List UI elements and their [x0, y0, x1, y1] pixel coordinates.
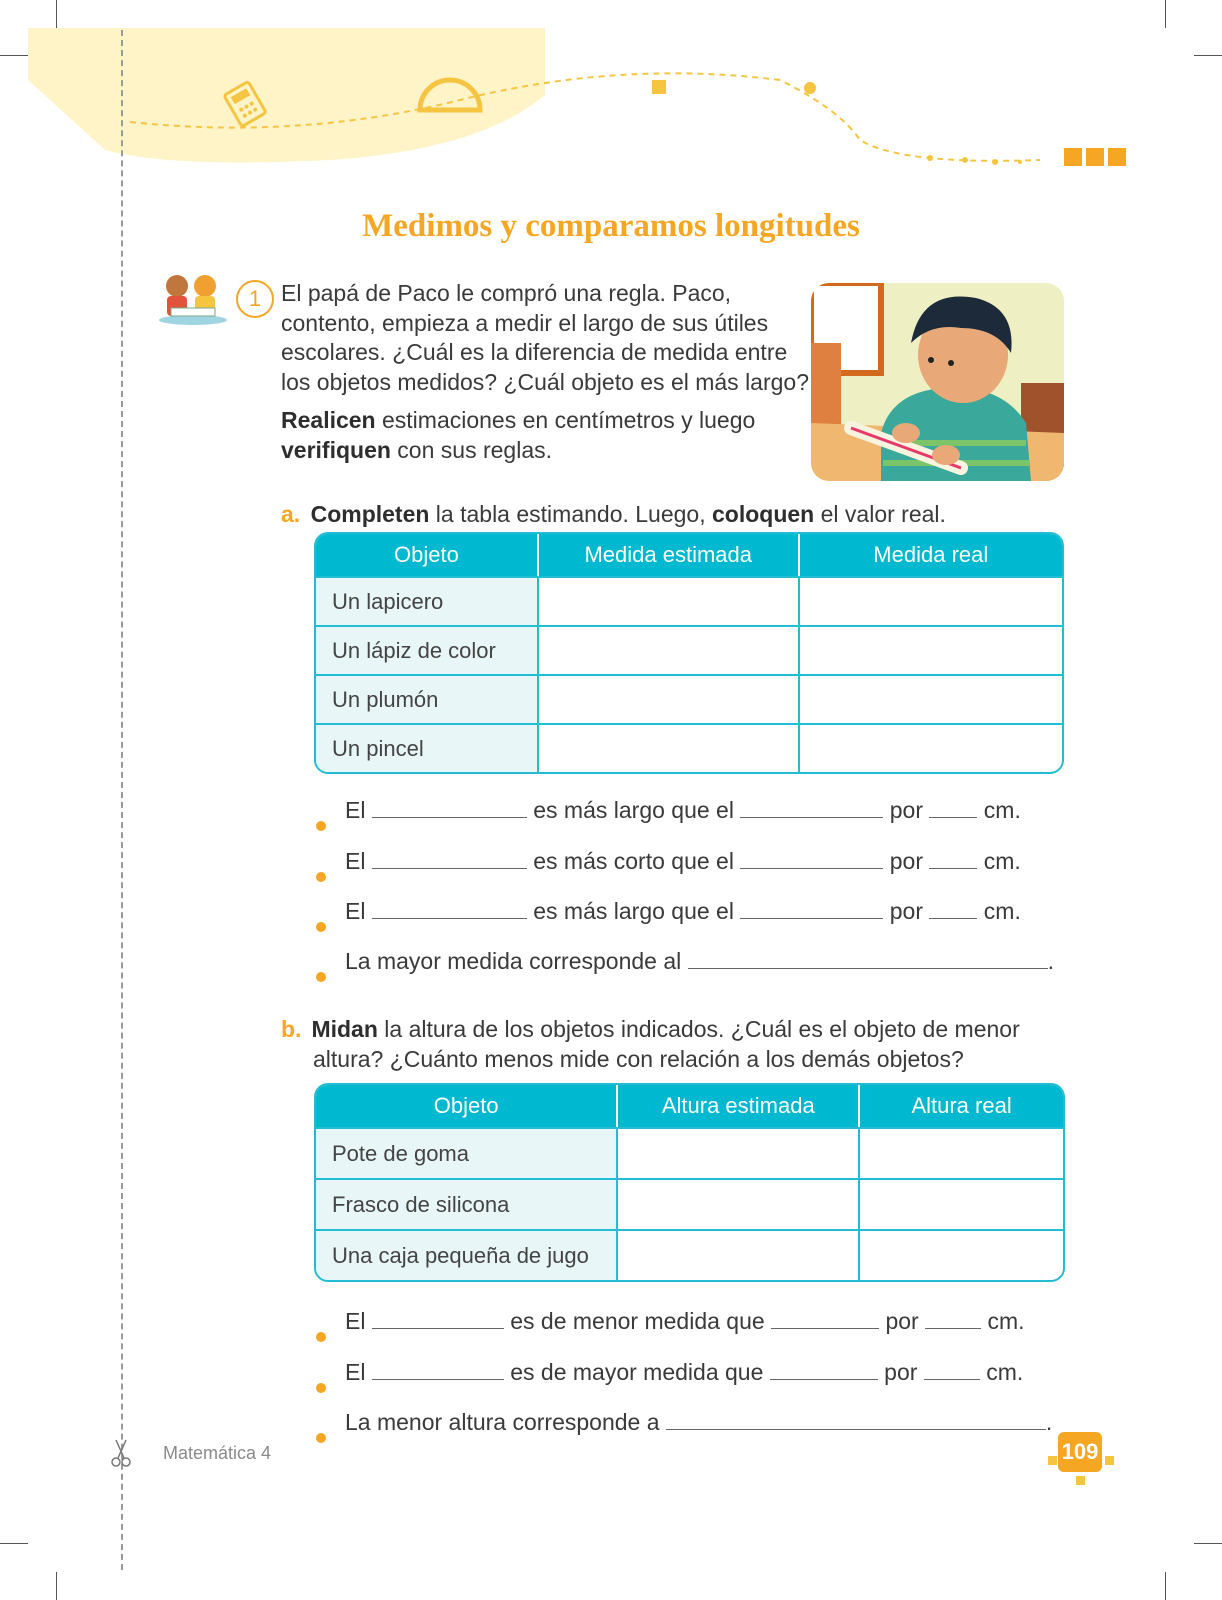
answer-blank[interactable] [770, 1375, 878, 1380]
sentence-text: es más corto que el [533, 848, 734, 874]
measurement-table-b [314, 1083, 1065, 1282]
answer-blank[interactable] [740, 914, 883, 919]
sentence-text: por [889, 797, 923, 823]
estimate-cell[interactable] [537, 625, 798, 674]
instruction-text: estimaciones en centímetros y luego [375, 407, 756, 433]
comparison-sentence [345, 898, 1021, 925]
comparison-sentence [345, 848, 1021, 875]
sentence-text: por [889, 848, 923, 874]
column-header: Medida real [798, 534, 1062, 576]
measurement-table-a [314, 532, 1064, 774]
bullet-icon [316, 1383, 326, 1393]
page-title: Medimos y comparamos longitudes [362, 208, 860, 244]
part-b-letter: b. [281, 1016, 302, 1042]
comparison-sentence [345, 1308, 1025, 1335]
instruction-verb: verifiquen [281, 436, 391, 463]
cut-line [121, 30, 123, 1570]
comparison-sentence [345, 797, 1021, 824]
real-value-cell[interactable] [798, 625, 1062, 674]
real-value-cell[interactable] [798, 576, 1062, 625]
sentence-text: por [884, 1359, 918, 1385]
answer-blank[interactable] [929, 914, 977, 919]
column-header: Medida estimada [537, 534, 798, 576]
real-value-cell[interactable] [858, 1127, 1063, 1178]
answer-blank[interactable] [929, 813, 977, 818]
sentence-text: El [345, 797, 366, 823]
sentence-text: cm. [986, 1359, 1024, 1385]
answer-blank[interactable] [372, 864, 527, 869]
sentence-text: cm. [983, 848, 1021, 874]
instruction-verb: Midan [311, 1016, 378, 1042]
instruction-verb: Completen [310, 501, 430, 527]
answer-blank[interactable] [372, 1324, 504, 1329]
bullet-icon [316, 1433, 326, 1443]
part-a-instruction [281, 500, 946, 530]
intro-line: El papá de Paco le compró una regla. Paco, [281, 280, 732, 306]
sentence-text: es de mayor medida que [510, 1359, 764, 1385]
answer-blank[interactable] [924, 1375, 980, 1380]
instruction-text: con sus reglas. [390, 436, 553, 463]
answer-blank[interactable] [925, 1324, 981, 1329]
answer-blank[interactable] [666, 1425, 1046, 1430]
table-row [316, 1229, 1063, 1280]
kids-reading-icon [157, 268, 229, 328]
estimate-cell[interactable] [616, 1178, 858, 1229]
crop-mark [56, 1572, 57, 1600]
estimate-cell[interactable] [616, 1127, 858, 1178]
bullet-icon [316, 872, 326, 882]
sentence-text: . [1047, 948, 1055, 974]
boy-measuring-illustration [811, 283, 1064, 481]
instruction-text: el valor real. [814, 501, 946, 527]
part-b-instruction [281, 1015, 1081, 1074]
sentence-text: es más largo que el [533, 898, 734, 924]
real-value-cell[interactable] [858, 1178, 1063, 1229]
sentence-text: El [345, 1359, 366, 1385]
object-cell: Un lapicero [316, 576, 537, 625]
sentence-text: cm. [983, 797, 1021, 823]
estimate-cell[interactable] [537, 576, 798, 625]
crop-mark [1194, 1543, 1222, 1544]
estimate-cell[interactable] [616, 1229, 858, 1280]
crop-mark [1165, 1572, 1166, 1600]
sentence-text: por [885, 1308, 919, 1334]
column-header: Objeto [316, 1085, 616, 1127]
bullet-icon [316, 1332, 326, 1342]
part-a-letter: a. [281, 501, 301, 527]
header-decoration [0, 0, 1222, 180]
object-cell: Un plumón [316, 674, 537, 723]
footer-book-title: Matemática 4 [163, 1443, 272, 1463]
real-value-cell[interactable] [798, 674, 1062, 723]
page-number: 109 [1058, 1432, 1102, 1472]
intro-line: los objetos medidos? ¿Cuál objeto es el más largo? [281, 368, 810, 395]
crop-mark [0, 1543, 28, 1544]
sentence-text: La mayor medida corresponde al [345, 948, 682, 974]
instruction-text: la tabla estimando. Luego, [429, 501, 713, 527]
instruction-verb: coloquen [712, 501, 815, 527]
object-cell: Un lápiz de color [316, 625, 537, 674]
table-row [316, 1127, 1063, 1178]
bullet-icon [316, 922, 326, 932]
comparison-sentence [345, 1359, 1023, 1386]
answer-blank[interactable] [372, 1375, 504, 1380]
column-header: Altura real [858, 1085, 1063, 1127]
intro-line: escolares. ¿Cuál es la diferencia de medida entre [281, 339, 788, 365]
table-header-row [316, 1085, 1063, 1127]
object-cell: Un pincel [316, 723, 537, 772]
object-cell: Pote de goma [316, 1127, 616, 1178]
sentence-text: . [1045, 1409, 1053, 1435]
instruction-text: la altura de los objetos indicados. ¿Cuál es el objeto de menor [377, 1016, 1020, 1042]
answer-blank[interactable] [372, 914, 527, 919]
real-value-cell[interactable] [858, 1229, 1063, 1280]
estimate-cell[interactable] [537, 723, 798, 772]
answer-blank[interactable] [771, 1324, 879, 1329]
table-row [316, 625, 1062, 674]
sentence-text: es más largo que el [533, 797, 734, 823]
sentence-text: El [345, 848, 366, 874]
column-header: Altura estimada [616, 1085, 858, 1127]
conclusion-sentence [345, 1409, 1052, 1436]
intro-text [281, 279, 811, 397]
table-row [316, 576, 1062, 625]
sentence-text: es de menor medida que [510, 1308, 765, 1334]
activity-number: 1 [236, 280, 274, 318]
column-header: Objeto [316, 534, 537, 576]
answer-blank[interactable] [372, 813, 527, 818]
scissors-icon [110, 1438, 132, 1468]
table-header-row [316, 534, 1062, 576]
sentence-text: El [345, 1308, 366, 1334]
answer-blank[interactable] [740, 864, 883, 869]
instruction-text: altura? ¿Cuánto menos mide con relación a los demás objetos? [313, 1045, 964, 1072]
sentence-text: El [345, 898, 366, 924]
table-row [316, 723, 1062, 772]
intro-line: contento, empieza a medir el largo de sus útiles [281, 309, 769, 336]
answer-blank[interactable] [740, 813, 883, 818]
instructions [281, 406, 811, 465]
instruction-verb: Realicen [281, 407, 376, 433]
bullet-icon [316, 821, 326, 831]
sentence-text: cm. [987, 1308, 1025, 1334]
sentence-text: La menor altura corresponde a [345, 1409, 660, 1435]
object-cell: Frasco de silicona [316, 1178, 616, 1229]
answer-blank[interactable] [929, 864, 977, 869]
sentence-text: cm. [983, 898, 1021, 924]
estimate-cell[interactable] [537, 674, 798, 723]
answer-blank[interactable] [688, 964, 1048, 969]
conclusion-sentence [345, 948, 1054, 975]
table-row [316, 674, 1062, 723]
sentence-text: por [889, 898, 923, 924]
table-row [316, 1178, 1063, 1229]
bullet-icon [316, 972, 326, 982]
object-cell: Una caja pequeña de jugo [316, 1229, 616, 1280]
real-value-cell[interactable] [798, 723, 1062, 772]
